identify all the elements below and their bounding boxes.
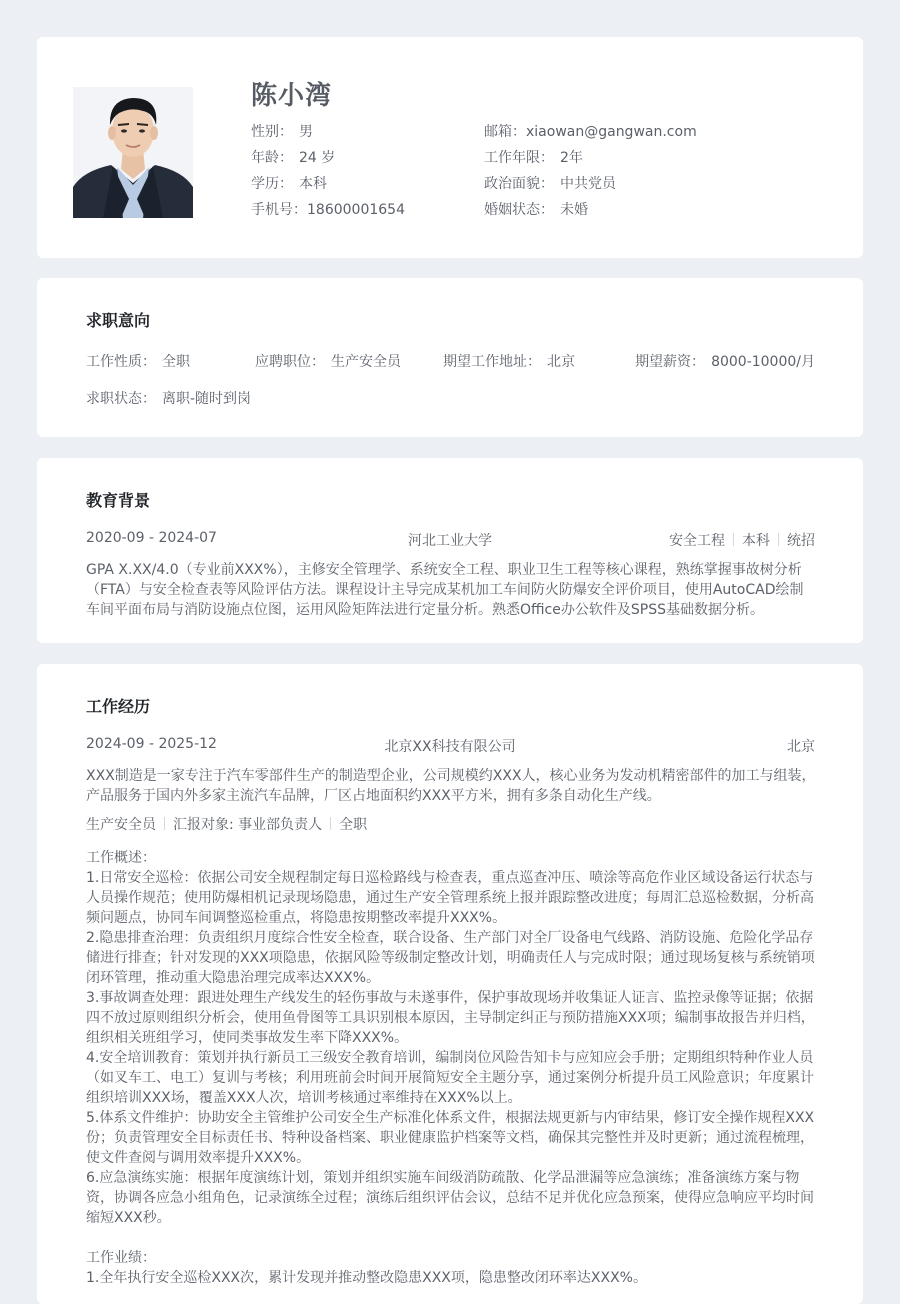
- edu-tags: [669, 530, 815, 550]
- overview-item: 2.隐患排查治理：负责组织月度综合性安全检查，联合设备、生产部门对全厂设备电气线路、消防设施、危险化学品存储进行排查；针对发现的XXX项隐患，依据风险等级制定整改计划，明确责任人与完成时限；通过现场复核与系统销项闭环管理，推动重大隐患治理完成率达XXX%。: [86, 930, 815, 986]
- info-education: 学历： 本科: [251, 176, 327, 192]
- overview-item: 1.日常安全巡检：依据公司安全规程制定每日巡检路线与检查表，重点巡查冲压、喷涂等高危作业区域设备运行状态与人员操作规范；使用防爆相机记录现场隐患，通过生产安全管理系统上报并跟踪整改进度；每周汇总巡检数据，分析高频问题点，协同车间调整巡检重点，将隐患按期整改率提升XXX%。: [86, 870, 814, 926]
- profile-card: [37, 37, 863, 258]
- intent-job-type: 工作性质： 全职: [86, 354, 190, 370]
- company-intro: XXX制造是一家专注于汽车零部件生产的制造型企业，公司规模约XXX人，核心业务为发动机精密部件的加工与组装，产品服务于国内外多家主流汽车品牌，厂区占地面积约XXX平方米，拥有多条自动化生产线。: [86, 768, 816, 804]
- overview-item: 5.体系文件维护：协助安全主管维护公司安全生产标准化体系文件，根据法规更新与内审结果，修订安全操作规程XXX份；负责管理安全目标责任书、特种设备档案、职业健康监护档案等文档，确保其完整性并及时更新；通过流程梳理，使文件查阅与调用效率提升XXX%。: [86, 1110, 815, 1166]
- section-title: 教育背景: [86, 491, 151, 510]
- profile-photo: [73, 87, 193, 218]
- intent-status: 求职状态： 离职-随时到岗: [86, 391, 252, 407]
- intent-position: 应聘职位： 生产安全员: [255, 354, 401, 370]
- edu-tag-degree: 本科: [742, 533, 770, 549]
- avatar: [73, 87, 193, 218]
- overview-item: 3.事故调查处理：跟进处理生产线发生的轻伤事故与未遂事件，保护事故现场并收集证人证言、监控录像等证据；依据四不放过原则组织分析会，使用鱼骨图等工具识别根本原因，主导制定纠正与预防措施XXX项；编制事故报告并归档，组织相关班组学习，使同类事故发生率下降XXX%。: [86, 990, 815, 1046]
- edu-tag-type: 统招: [787, 533, 815, 549]
- work-tag-role: 生产安全员: [86, 817, 156, 833]
- achievement-item: 1.全年执行安全巡检XXX次，累计发现并推动整改隐患XXX项，隐患整改闭环率达XXX%。: [86, 1270, 647, 1286]
- overview-label: 工作概述：: [86, 850, 156, 866]
- tag-divider: [733, 533, 734, 546]
- overview-item: 4.安全培训教育：策划并执行新员工三级安全教育培训，编制岗位风险告知卡与应知应会手册；定期组织特种作业人员（如叉车工、电工）复训与考核；利用班前会时间开展简短安全主题分享，通过案例分析提升员工风险意识；年度累计组织培训XXX场，覆盖XXX人次，培训考核通过率维持在XXX%以上。: [86, 1050, 814, 1106]
- edu-period: 2020-09 - 2024-07: [86, 530, 217, 546]
- tag-divider: [164, 817, 165, 830]
- edu-school: 河北工业大学: [408, 533, 492, 549]
- info-age: 年龄： 24 岁: [251, 150, 336, 166]
- edu-tag-major: 安全工程: [669, 533, 725, 549]
- info-phone: 手机号：18600001654: [251, 202, 405, 218]
- section-title: 工作经历: [86, 697, 151, 716]
- tag-divider: [778, 533, 779, 546]
- intent-location: 期望工作地址： 北京: [443, 354, 575, 370]
- work-city: 北京: [787, 739, 815, 755]
- tag-divider: [330, 817, 331, 830]
- work-tags: [86, 814, 367, 834]
- candidate-name: 陈小湾: [251, 81, 333, 111]
- work-tag-report: 汇报对象: 事业部负责人: [173, 817, 323, 833]
- work-company: 北京XX科技有限公司: [384, 739, 516, 755]
- intent-salary: 期望薪资： 8000-10000/月: [635, 354, 815, 370]
- section-title: 求职意向: [86, 311, 151, 330]
- work-overview: [86, 848, 816, 1288]
- info-marital: 婚姻状态： 未婚: [484, 202, 588, 218]
- work-tag-type: 全职: [339, 817, 368, 833]
- info-years: 工作年限： 2年: [484, 150, 583, 166]
- info-political: 政治面貌： 中共党员: [484, 176, 616, 192]
- info-gender: 性别： 男: [251, 124, 313, 140]
- info-email: 邮箱：xiaowan@gangwan.com: [484, 124, 697, 140]
- work-experience-section: [37, 664, 863, 1304]
- overview-item: 6.应急演练实施：根据年度演练计划，策划并组织实施车间级消防疏散、化学品泄漏等应急演练；准备演练方案与物资，协调各应急小组角色，记录演练全过程；演练后组织评估会议，总结不足并优化应急预案，使得应急响应平均时间缩短XXX秒。: [86, 1170, 814, 1226]
- spacer: [86, 1228, 816, 1248]
- work-period: 2024-09 - 2025-12: [86, 736, 217, 752]
- achievement-label: 工作业绩：: [86, 1250, 156, 1266]
- education-section: [37, 458, 863, 643]
- job-intent-section: [37, 278, 863, 437]
- edu-description: GPA X.XX/4.0（专业前XXX%），主修安全管理学、系统安全工程、职业卫生工程等核心课程，熟练掌握事故树分析（FTA）与安全检查表等风险评估方法。课程设计主导完成某机加工车间防火防爆安全评价项目，使用AutoCAD绘制车间平面布局与消防设施点位图，运用风险矩阵法进行定量分析。熟悉Office办公软件及SPSS基础数据分析。: [86, 562, 804, 618]
